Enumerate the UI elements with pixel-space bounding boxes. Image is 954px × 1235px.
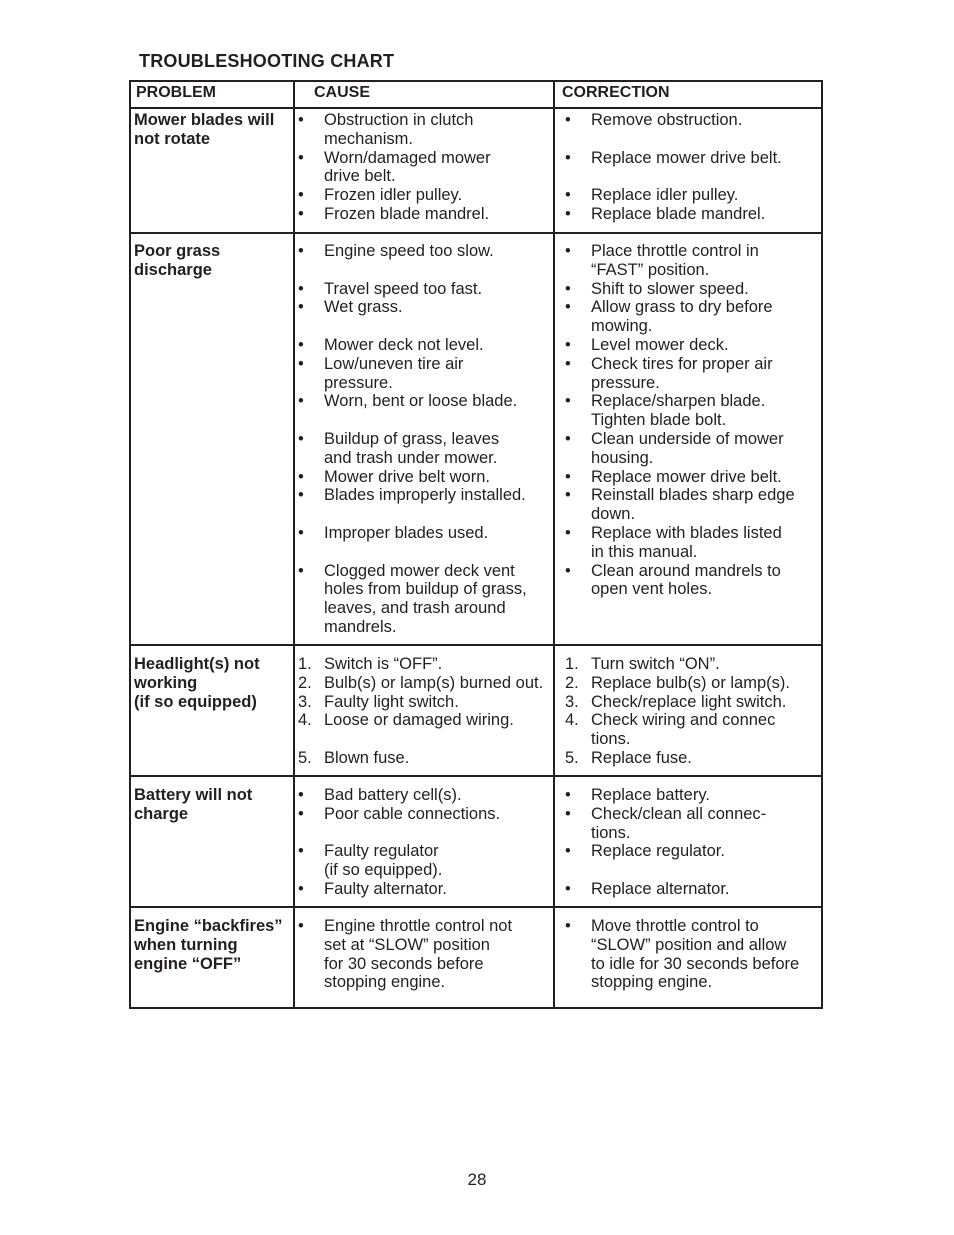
bullet-icon: •	[298, 148, 304, 167]
bullet-icon: •	[565, 561, 571, 580]
correction-text: in this manual.	[591, 542, 698, 561]
correction-text: Place throttle control in	[591, 242, 759, 260]
correction-text: Tighten blade bolt.	[591, 411, 727, 430]
correction-text: Check/clean all connec-	[591, 804, 767, 823]
correction-text: stopping engine.	[591, 973, 713, 992]
correction-text: Replace idler pulley.	[591, 186, 739, 205]
column-divider	[553, 82, 555, 1007]
bullet-icon: •	[298, 354, 304, 373]
correction-text: Allow grass to dry before	[591, 298, 773, 317]
cause-text: (if so equipped).	[324, 861, 443, 880]
correction-text: Shift to slower speed.	[591, 279, 749, 298]
list-number: 1.	[298, 655, 312, 673]
header-cause: CAUSE	[314, 84, 371, 101]
bullet-icon: •	[298, 524, 304, 542]
correction-text: Replace battery.	[591, 786, 710, 804]
bullet-icon: •	[565, 917, 571, 935]
bullet-icon: •	[298, 111, 304, 129]
bullet-icon: •	[565, 279, 571, 298]
cause-text: and trash under mower.	[324, 448, 498, 467]
cause-text: leaves, and trash around	[324, 599, 506, 618]
problem-cell: Headlight(s) not working (if so equipped)	[134, 655, 260, 711]
bullet-icon: •	[298, 279, 304, 298]
bullet-icon: •	[565, 298, 571, 317]
correction-text: Reinstall blades sharp edge	[591, 486, 795, 505]
bullet-icon: •	[298, 486, 304, 505]
bullet-icon: •	[298, 430, 304, 448]
bullet-icon: •	[565, 804, 571, 823]
cause-text: Faulty alternator.	[324, 880, 447, 898]
problem-cell: Engine “backfires” when turning engine “OFF”	[134, 917, 283, 973]
list-number: 3.	[565, 692, 579, 711]
list-number: 2.	[565, 673, 579, 692]
cause-text: Bulb(s) or lamp(s) burned out.	[324, 673, 544, 692]
cause-text: Worn, bent or loose blade.	[324, 392, 518, 411]
correction-text: Check wiring and connec	[591, 711, 776, 730]
row-divider	[131, 232, 821, 234]
list-number: 5.	[565, 749, 579, 767]
bullet-icon: •	[298, 880, 304, 898]
cause-text: Switch is “OFF”.	[324, 655, 443, 673]
correction-text: pressure.	[591, 373, 660, 392]
row-divider	[131, 107, 821, 109]
correction-text: Check/replace light switch.	[591, 692, 787, 711]
cause-text: Low/uneven tire air	[324, 354, 464, 373]
correction-text: Clean around mandrels to	[591, 561, 781, 580]
correction-text: Replace alternator.	[591, 880, 730, 898]
correction-text: Move throttle control to	[591, 917, 759, 935]
bullet-icon: •	[565, 242, 571, 260]
correction-text: “FAST” position.	[591, 260, 710, 279]
list-number: 4.	[298, 711, 312, 730]
list-number: 4.	[565, 711, 579, 730]
cause-text: Worn/damaged mower	[324, 148, 491, 167]
cause-text: mandrels.	[324, 618, 397, 636]
troubleshooting-table	[129, 80, 823, 1009]
bullet-icon: •	[298, 561, 304, 580]
bullet-icon: •	[298, 186, 304, 205]
cause-text: Clogged mower deck vent	[324, 561, 515, 580]
chart-title: TROUBLESHOOTING CHART	[139, 51, 395, 71]
bullet-icon: •	[565, 148, 571, 167]
correction-text: Level mower deck.	[591, 336, 729, 354]
cause-text: holes from buildup of grass,	[324, 580, 527, 599]
correction-text: “SLOW” position and allow	[591, 935, 787, 954]
list-number: 5.	[298, 749, 312, 767]
row-divider	[131, 775, 821, 777]
bullet-icon: •	[298, 842, 304, 861]
bullet-icon: •	[565, 486, 571, 505]
bullet-icon: •	[565, 392, 571, 411]
cause-text: Engine speed too slow.	[324, 242, 494, 260]
bullet-icon: •	[565, 186, 571, 205]
problem-cell: Mower blades will not rotate	[134, 111, 275, 148]
bullet-icon: •	[298, 205, 304, 223]
problem-cell: Poor grass discharge	[134, 242, 221, 279]
correction-text: tions.	[591, 730, 631, 749]
correction-text: Check tires for proper air	[591, 354, 773, 373]
bullet-icon: •	[298, 786, 304, 804]
row-divider	[131, 906, 821, 908]
bullet-icon: •	[565, 205, 571, 223]
cause-text: Frozen blade mandrel.	[324, 205, 490, 223]
correction-text: Replace/sharpen blade.	[591, 392, 766, 411]
cause-text: Improper blades used.	[324, 524, 489, 542]
bullet-icon: •	[298, 298, 304, 317]
bullet-icon: •	[565, 524, 571, 542]
cause-text: Bad battery cell(s).	[324, 786, 462, 804]
correction-text: Turn switch “ON”.	[591, 655, 720, 673]
correction-text: housing.	[591, 448, 654, 467]
problem-cell: Battery will not charge	[134, 786, 253, 823]
bullet-icon: •	[565, 111, 571, 129]
header-problem: PROBLEM	[136, 84, 216, 101]
bullet-icon: •	[565, 842, 571, 861]
cause-text: Loose or damaged wiring.	[324, 711, 514, 730]
correction-text: Remove obstruction.	[591, 111, 743, 129]
cause-text: Obstruction in clutch	[324, 111, 474, 129]
cause-text: stopping engine.	[324, 973, 446, 992]
bullet-icon: •	[298, 467, 304, 486]
bullet-icon: •	[565, 336, 571, 354]
bullet-icon: •	[565, 786, 571, 804]
row-divider	[131, 644, 821, 646]
header-correction: CORRECTION	[562, 84, 670, 101]
bullet-icon: •	[298, 392, 304, 411]
correction-text: down.	[591, 505, 636, 524]
bullet-icon: •	[565, 880, 571, 898]
correction-text: Replace mower drive belt.	[591, 467, 782, 486]
correction-text: Replace fuse.	[591, 749, 692, 767]
column-divider	[293, 82, 295, 1007]
bullet-icon: •	[298, 242, 304, 260]
correction-text: open vent holes.	[591, 580, 713, 599]
bullet-icon: •	[565, 467, 571, 486]
correction-text: Replace mower drive belt.	[591, 148, 782, 167]
cause-text: Mower drive belt worn.	[324, 467, 490, 486]
cause-text: Faulty light switch.	[324, 692, 459, 711]
correction-text: mowing.	[591, 317, 653, 336]
cause-text: Travel speed too fast.	[324, 279, 483, 298]
correction-text: Replace with blades listed	[591, 524, 782, 542]
correction-text: tions.	[591, 823, 631, 842]
bullet-icon: •	[298, 336, 304, 354]
cause-text: Wet grass.	[324, 298, 403, 317]
cause-text: Blades improperly installed.	[324, 486, 526, 505]
list-number: 1.	[565, 655, 579, 673]
cause-text: Faulty regulator	[324, 842, 439, 861]
cause-text: Buildup of grass, leaves	[324, 430, 500, 448]
bullet-icon: •	[298, 804, 304, 823]
correction-text: Clean underside of mower	[591, 430, 784, 448]
correction-text: to idle for 30 seconds before	[591, 954, 800, 973]
correction-text: Replace blade mandrel.	[591, 205, 766, 223]
cause-text: Mower deck not level.	[324, 336, 484, 354]
cause-text: Frozen idler pulley.	[324, 186, 463, 205]
bullet-icon: •	[565, 354, 571, 373]
list-number: 3.	[298, 692, 312, 711]
cause-text: set at “SLOW” position	[324, 935, 490, 954]
correction-text: Replace regulator.	[591, 842, 725, 861]
cause-text: mechanism.	[324, 129, 413, 148]
page-number: 28	[467, 1170, 487, 1189]
bullet-icon: •	[298, 917, 304, 935]
cause-text: Engine throttle control not	[324, 917, 513, 935]
cause-text: pressure.	[324, 373, 393, 392]
cause-text: for 30 seconds before	[324, 954, 484, 973]
list-number: 2.	[298, 673, 312, 692]
correction-text: Replace bulb(s) or lamp(s).	[591, 673, 790, 692]
bullet-icon: •	[565, 430, 571, 448]
cause-text: drive belt.	[324, 167, 396, 186]
cause-text: Blown fuse.	[324, 749, 410, 767]
cause-text: Poor cable connections.	[324, 804, 501, 823]
